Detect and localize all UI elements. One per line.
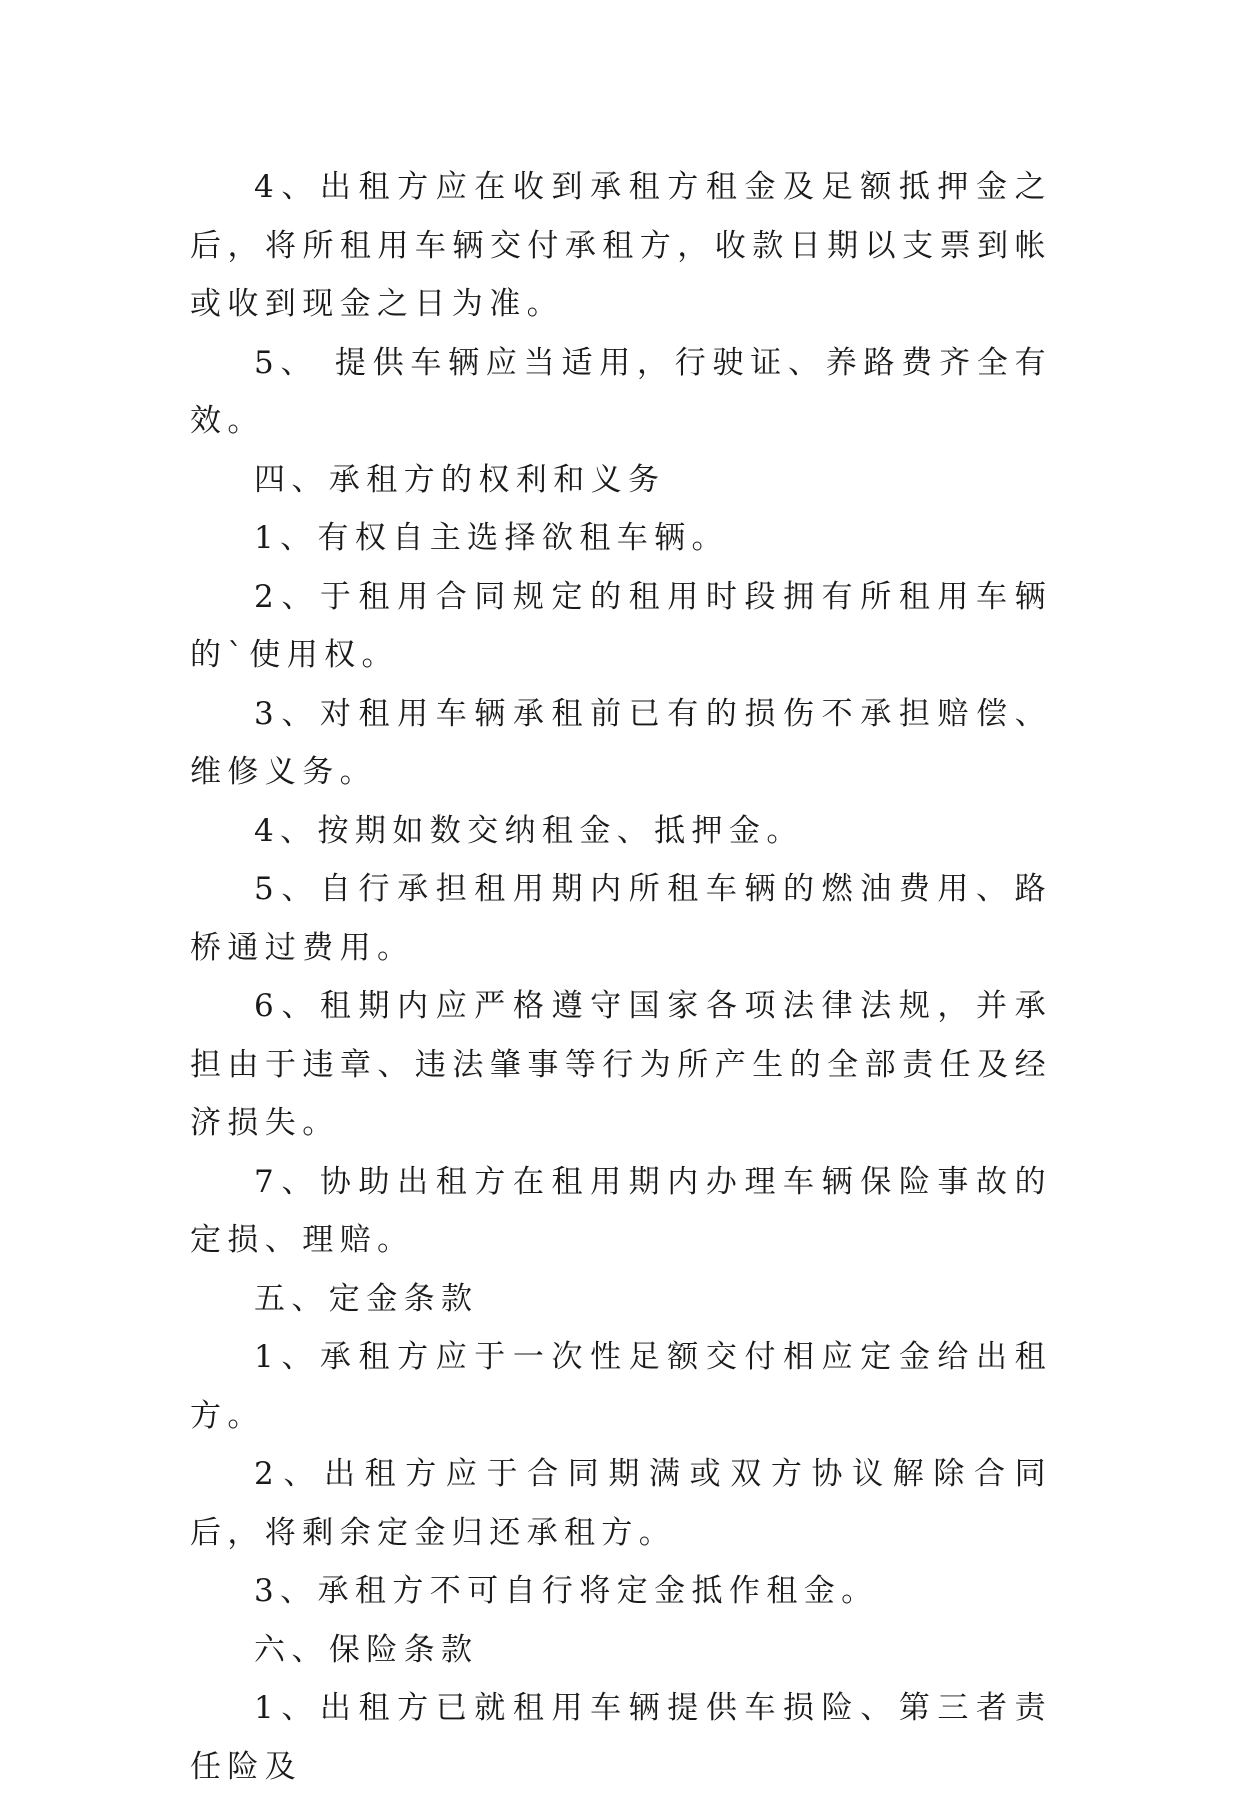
clause-lessor-4: 4、出租方应在收到承租方租金及足额抵押金之后，将所租用车辆交付承租方，收款日期以支票到帐或收到现金之日为准。 (190, 169, 1052, 322)
clause-lessee-4: 4、按期如数交纳租金、抵押金。 (254, 812, 804, 849)
clause-deposit-1: 1、承租方应于一次性足额交付相应定金给出租方。 (190, 1339, 1052, 1434)
clause-lessor-5: 5、 提供车辆应当适用，行驶证、养路费齐全有效。 (190, 344, 1052, 439)
document-body (190, 158, 1052, 1796)
clause-lessee-5: 5、自行承担租用期内所租车辆的燃油费用、路桥通过费用。 (190, 871, 1052, 966)
clause-deposit-2: 2、出租方应于合同期满或双方协议解除合同后，将剩余定金归还承租方。 (190, 1456, 1052, 1551)
clause-lessee-1: 1、有权自主选择欲租车辆。 (254, 520, 729, 556)
section-heading-insurance: 六、保险条款 (254, 1631, 479, 1668)
section-heading-deposit: 五、定金条款 (254, 1280, 479, 1317)
clause-lessee-2: 2、于租用合同规定的租用时段拥有所租用车辆的`使用权。 (190, 578, 1052, 673)
clause-lessee-3: 3、对租用车辆承租前已有的损伤不承担赔偿、维修义务。 (190, 695, 1052, 790)
clause-deposit-3: 3、承租方不可自行将定金抵作租金。 (254, 1573, 879, 1609)
clause-lessee-6: 6、租期内应严格遵守国家各项法律法规，并承担由于违章、违法肇事等行为所产生的全部责任及经济损失。 (190, 988, 1052, 1141)
clause-lessee-7: 7、协助出租方在租用期内办理车辆保险事故的定损、理赔。 (190, 1163, 1052, 1258)
clause-insurance-1: 1、出租方已就租用车辆提供车损险、第三者责任险及 (190, 1690, 1052, 1785)
section-heading-lessee-rights: 四、承租方的权利和义务 (254, 461, 666, 498)
